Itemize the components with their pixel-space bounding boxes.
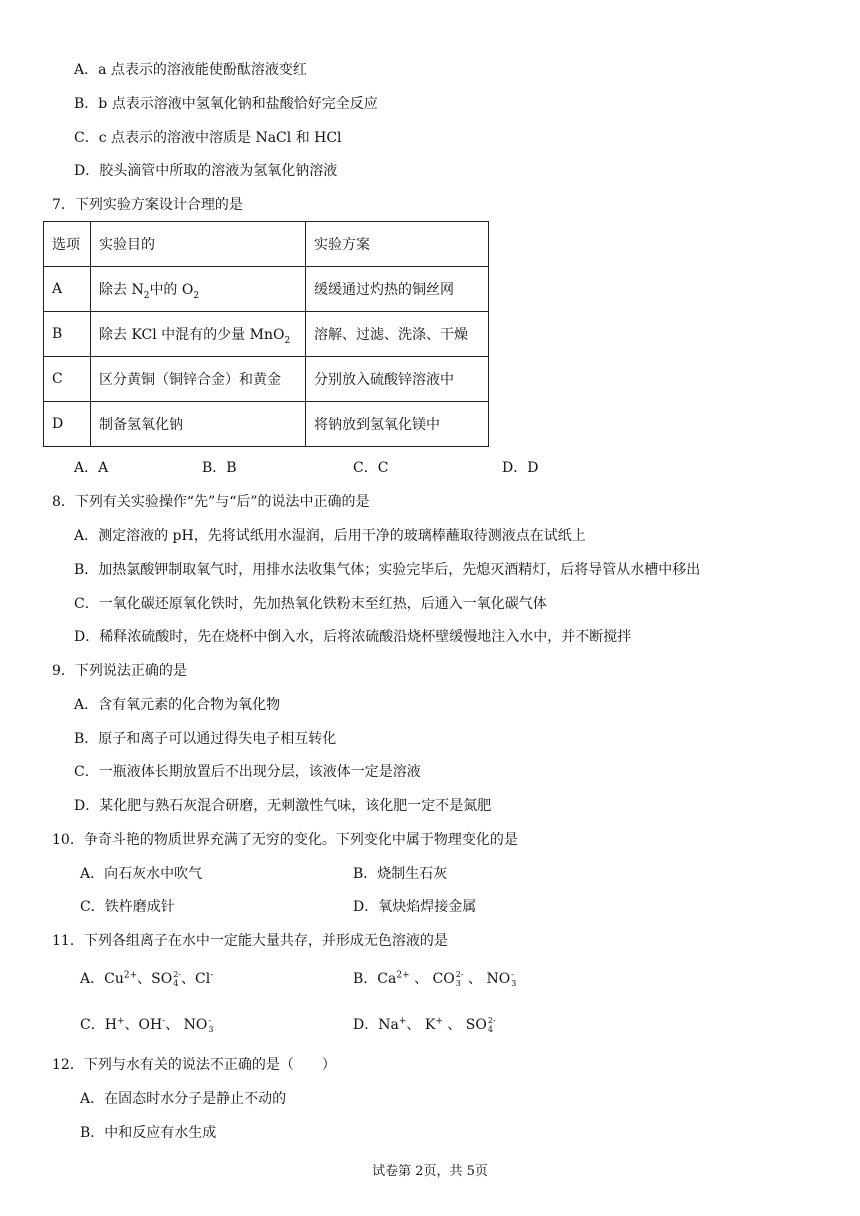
table-row [44,402,489,447]
q8-option-a: A．测定溶液的 pH，先将试纸用水湿润，后用干净的玻璃棒蘸取待测液点在试纸上 [74,528,586,544]
q8-option-d: D．稀释浓硫酸时，先在烧杯中倒入水，后将浓硫酸沿烧杯壁缓慢地注入水中，并不断搅拌 [74,629,632,645]
q12-option-a: A．在固态时水分子是静止不动的 [80,1091,287,1107]
q10-option-a: A．向石灰水中吹气 [80,866,203,882]
table-cell-plan: 分别放入硫酸锌溶液中 [306,357,489,402]
table-header-cell: 实验方案 [306,222,489,267]
q7-answer-a: A．A [74,460,109,476]
q11-option-a: A．$Cu^{2+}$、SO 2- 4 、Cl- [80,970,214,988]
table-cell-plan: 将钠放到氢氧化镁中 [306,402,489,447]
q12-stem: 12．下列与水有关的说法不正确的是（ ） [52,1057,336,1073]
q11-option-b: B．$Ca^{2+}$ 、 CO 2- 3 、 NO - 3 [353,970,517,988]
table-header-row [44,222,489,267]
q11-option-c: C．H+、OH-、 NO - 3 [80,1016,214,1034]
q9-option-a: A．含有氧元素的化合物为氧化物 [74,697,281,713]
q7-answer-d: D．D [502,460,539,476]
table-cell-goal: 除去 KCl 中混有的少量 MnO$_2$ [91,312,306,357]
q6-option-a: A．a 点表示的溶液能使酚酞溶液变红 [74,62,307,78]
table-cell-goal: 制备氢氧化钠 [91,402,306,447]
q10-stem: 10．争奇斗艳的物质世界充满了无穷的变化。下列变化中属于物理变化的是 [52,832,518,848]
page-footer: 试卷第 2页，共 5页 [372,1164,488,1179]
table-cell-plan: 溶解、过滤、洗涤、干燥 [306,312,489,357]
q8-option-b: B．加热氯酸钾制取氧气时，用排水法收集气体；实验完毕后，先熄灭酒精灯，后将导管从水槽中移出 [74,562,701,578]
q7-table [43,221,489,447]
table-header-cell: 选项 [44,222,91,267]
table-cell-option: D [44,402,91,447]
q10-option-c: C．铁杵磨成针 [80,899,175,915]
table-row [44,312,489,357]
q6-option-c: C．c 点表示的溶液中溶质是 NaCl 和 HCl [74,130,342,146]
table-cell-option: C [44,357,91,402]
table-cell-plan: 缓缓通过灼热的铜丝网 [306,267,489,312]
q9-option-d: D．某化肥与熟石灰混合研磨，无刺激性气味，该化肥一定不是氮肥 [74,798,492,814]
table-header-cell: 实验目的 [91,222,306,267]
q6-option-d: D．胶头滴管中所取的溶液为氢氧化钠溶液 [74,163,338,179]
q6-option-b: B．b 点表示溶液中氢氧化钠和盐酸恰好完全反应 [74,96,378,112]
q8-stem: 8．下列有关实验操作“先”与“后”的说法中正确的是 [52,494,370,510]
table-row [44,357,489,402]
table-row [44,267,489,312]
q7-stem: 7．下列实验方案设计合理的是 [52,197,243,213]
table-cell-goal: 除去 $N_2$中的 $O_2$ [91,267,306,312]
q10-option-d: D．氧炔焰焊接金属 [353,899,477,915]
q9-option-c: C．一瓶液体长期放置后不出现分层，该液体一定是溶液 [74,764,421,780]
q11-option-d: D．Na+、 K+ 、 SO 2- 4 [353,1016,496,1034]
q7-answer-b: B．B [202,460,237,476]
q12-option-b: B．中和反应有水生成 [80,1125,217,1141]
q8-option-c: C．一氧化碳还原氧化铁时，先加热氧化铁粉末至红热，后通入一氧化碳气体 [74,596,547,612]
q9-option-b: B．原子和离子可以通过得失电子相互转化 [74,731,337,747]
q9-stem: 9．下列说法正确的是 [52,663,187,679]
table-cell-option: A [44,267,91,312]
q7-answer-c: C．C [353,460,389,476]
table-cell-option: B [44,312,91,357]
table-cell-goal: 区分黄铜（铜锌合金）和黄金 [91,357,306,402]
q10-option-b: B．烧制生石灰 [353,866,448,882]
q11-stem: 11．下列各组离子在水中一定能大量共存，并形成无色溶液的是 [52,933,448,949]
